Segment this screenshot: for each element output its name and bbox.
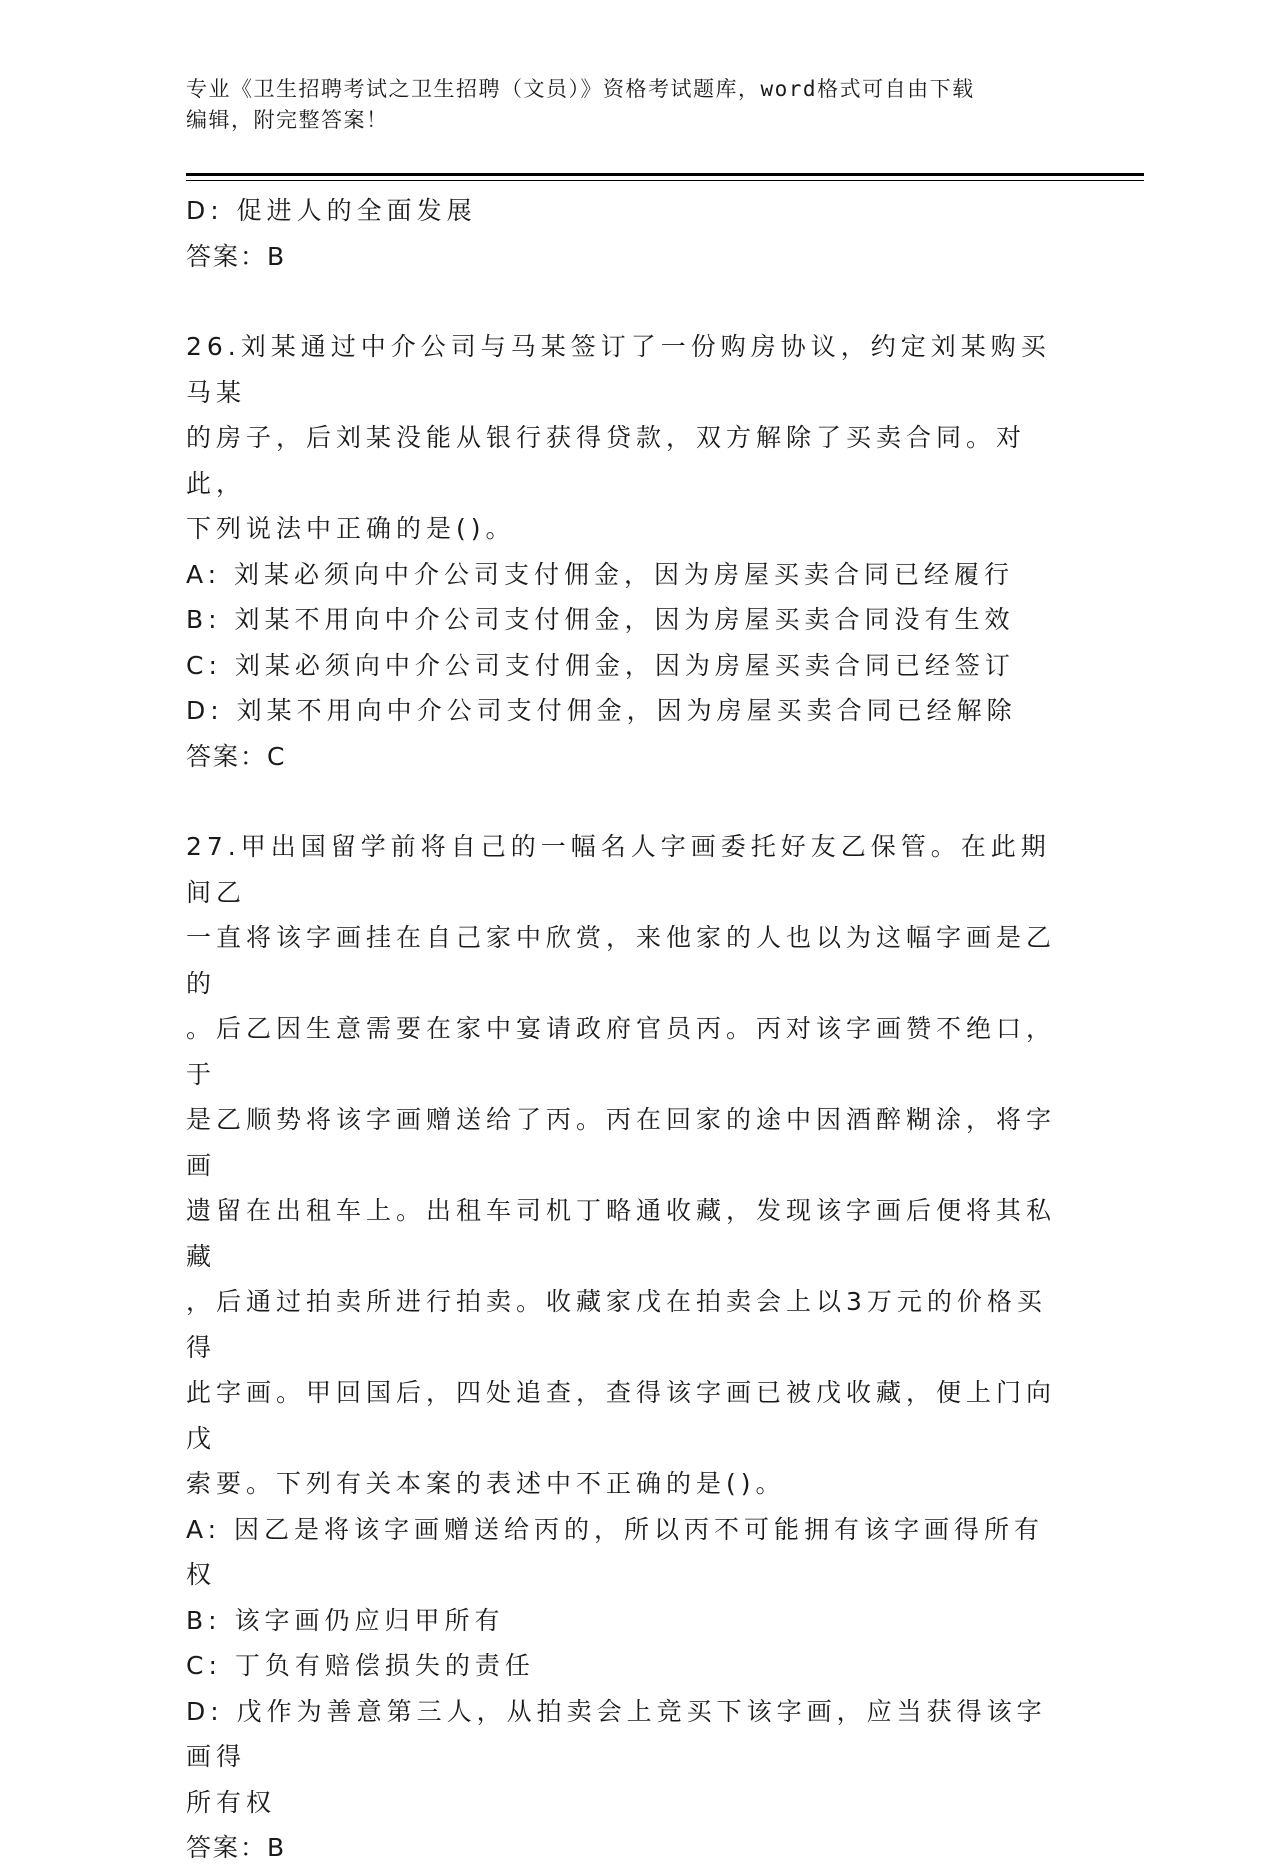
header-line-1: 专业《卫生招聘考试之卫生招聘（文员）》资格考试题库，word格式可自由下载 (186, 77, 975, 101)
question-stem-line: 是乙顺势将该字画赠送给了丙。丙在回家的途中因酒醉糊涂，将字画 (186, 1105, 1057, 1180)
answer: 答案：B (186, 241, 287, 271)
question-stem-line: 下列说法中正确的是()。 (186, 514, 516, 543)
spacer (186, 779, 1066, 824)
question-stem-line: 遗留在出租车上。出租车司机丁略通收藏，发现该字画后便将其私藏 (186, 1196, 1057, 1271)
question-stem-line: 此字画。甲回国后，四处追查，查得该字画已被戊收藏，便上门向戊 (186, 1378, 1057, 1453)
question-stem-line: 索要。下列有关本案的表述中不正确的是()。 (186, 1469, 786, 1498)
option-b: B: 该字画仍应归甲所有 (186, 1605, 505, 1635)
option-a: A: 因乙是将该字画赠送给丙的，所以丙不可能拥有该字画得所有权 (186, 1514, 1045, 1589)
answer: 答案：C (186, 741, 287, 771)
header-rule-thick (186, 173, 1144, 176)
question-27 (186, 824, 1066, 1871)
question-stem-line: 27.甲出国留学前将自己的一幅名人字画委托好友乙保管。在此期间乙 (186, 832, 1051, 907)
header-rule-thin (186, 180, 1144, 181)
option-d: D: 戊作为善意第三人，从拍卖会上竞买下该字画，应当获得该字画得 (186, 1696, 1047, 1771)
answer: 答案：B (186, 1833, 287, 1862)
option-d-continued: 所有权 (186, 1787, 277, 1817)
spacer (186, 279, 1066, 324)
prev-question (186, 188, 1066, 279)
option-d: D: 促进人的全面发展 (186, 196, 477, 225)
option-d: D: 刘某不用向中介公司支付佣金，因为房屋买卖合同已经解除 (186, 696, 1017, 725)
option-c: C: 刘某必须向中介公司支付佣金，因为房屋买卖合同已经签订 (186, 650, 1015, 680)
question-stem-line: 。后乙因生意需要在家中宴请政府官员丙。丙对该字画赞不绝口，于 (186, 1014, 1057, 1089)
option-b: B: 刘某不用向中介公司支付佣金，因为房屋买卖合同没有生效 (186, 605, 1015, 634)
question-stem-line: 的房子，后刘某没能从银行获得贷款，双方解除了买卖合同。对此， (186, 423, 1027, 498)
question-26 (186, 324, 1066, 779)
header-line-2: 编辑，附完整答案！ (186, 108, 389, 132)
question-stem-line: 一直将该字画挂在自己家中欣赏，来他家的人也以为这幅字画是乙的 (186, 923, 1057, 998)
option-a: A: 刘某必须向中介公司支付佣金，因为房屋买卖合同已经履行 (186, 559, 1015, 589)
question-stem-line: ，后通过拍卖所进行拍卖。收藏家戊在拍卖会上以3万元的价格买得 (186, 1287, 1047, 1362)
question-stem-line: 26.刘某通过中介公司与马某签订了一份购房协议，约定刘某购买马某 (186, 332, 1051, 407)
document-body (186, 188, 1066, 1871)
document-header (186, 74, 1066, 136)
option-c: C: 丁负有赔偿损失的责任 (186, 1651, 535, 1680)
